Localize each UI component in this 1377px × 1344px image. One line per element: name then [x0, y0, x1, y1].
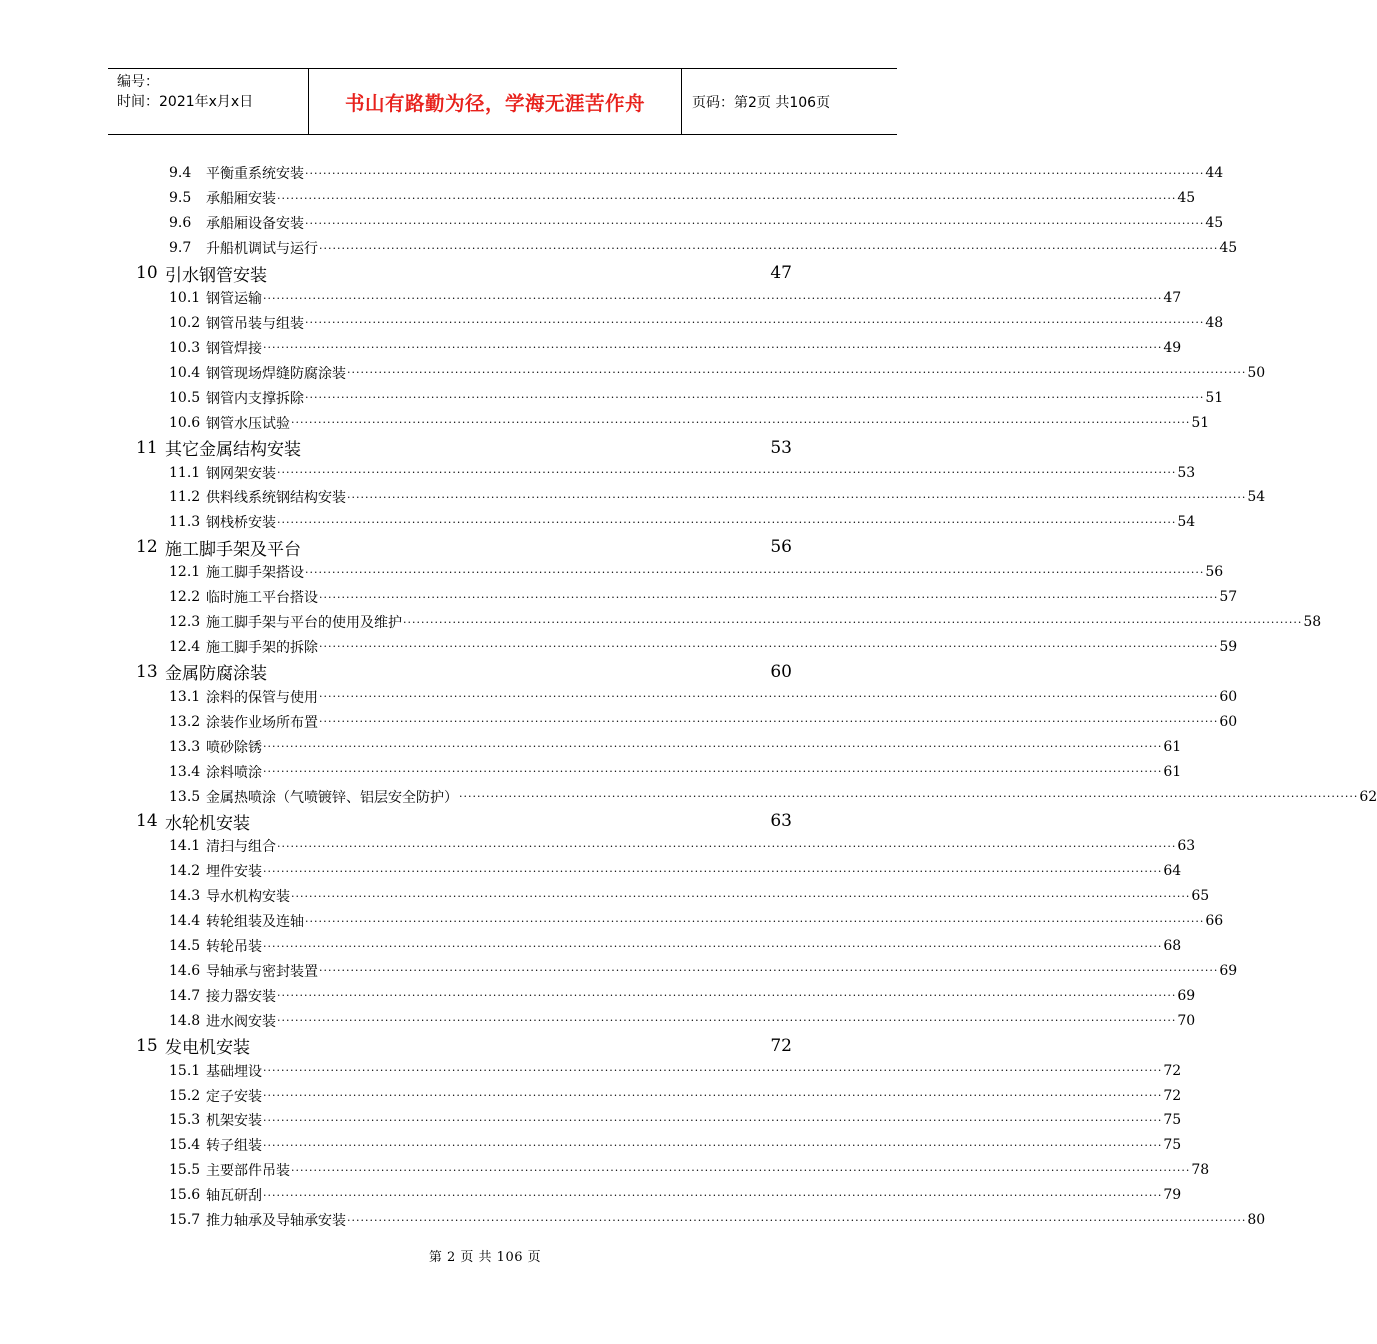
- toc-entry-title: 导轴承与密封装置: [206, 963, 318, 980]
- toc-dot-leader: ········································································································································································································: [459, 790, 1359, 803]
- toc-subsection-entry[interactable]: [0, 709, 1238, 734]
- toc-dot-leader: ········································································································································································································: [319, 690, 1219, 704]
- toc-entry-number: 10.3: [169, 339, 201, 356]
- toc-entry-page: 61: [1163, 763, 1182, 780]
- toc-dot-leader: ········································································································································································································: [347, 490, 1247, 504]
- toc-subsection-entry[interactable]: [0, 1108, 1182, 1133]
- toc-entry-number: 9.6: [169, 215, 192, 232]
- toc-entry-title: 供料线系统钢结构安装: [206, 490, 346, 507]
- toc-entry-number: 15.6: [169, 1187, 201, 1204]
- toc-entry-page: 70: [1177, 1012, 1196, 1029]
- toc-entry-number: 15: [136, 1035, 158, 1056]
- toc-entry-number: 15.7: [169, 1212, 201, 1229]
- toc-entry-page: 79: [1163, 1187, 1182, 1204]
- toc-entry-number: 12: [136, 537, 158, 558]
- toc-entry-title: 施工脚手架搭设: [206, 565, 304, 582]
- toc-entry-title: 发电机安装: [165, 1038, 250, 1059]
- toc-subsection-entry[interactable]: [0, 959, 1238, 984]
- toc-entry-page: 45: [1177, 190, 1196, 207]
- toc-dot-leader: ········································································································································································································: [263, 341, 1163, 355]
- toc-entry-number: 11.2: [169, 489, 201, 506]
- toc-entry-number: 12.4: [169, 638, 201, 655]
- toc-entry-title: 推力轴承及导轴承安装: [206, 1213, 346, 1230]
- toc-entry-page: 50: [1247, 364, 1266, 381]
- toc-entry-number: 11: [136, 437, 158, 458]
- toc-entry-number: 9.4: [169, 165, 192, 182]
- toc-entry-number: 14.2: [169, 863, 201, 880]
- toc-entry-page: 60: [1219, 713, 1238, 730]
- toc-subsection-entry[interactable]: [0, 635, 1238, 660]
- toc-dot-leader: ········································································································································································································: [305, 316, 1205, 330]
- toc-entry-page: 47: [770, 263, 792, 284]
- toc-subsection-entry[interactable]: [0, 211, 1224, 236]
- toc-entry-title: 定子安装: [206, 1088, 262, 1105]
- toc-entry-number: 10.2: [169, 314, 201, 331]
- toc-dot-leader: ········································································································································································································: [319, 640, 1219, 654]
- toc-subsection-entry[interactable]: [0, 585, 1238, 610]
- toc-entry-page: 57: [1219, 589, 1238, 606]
- toc-dot-leader: ········································································································································································································: [263, 1064, 1163, 1078]
- toc-dot-leader: ········································································································································································································: [263, 1188, 1163, 1202]
- document-number-label: 编号：: [117, 74, 159, 90]
- toc-subsection-entry[interactable]: [0, 1208, 1266, 1233]
- toc-dot-leader: ········································································································································································································: [319, 241, 1219, 255]
- toc-dot-leader: ········································································································································································································: [319, 715, 1219, 729]
- toc-dot-leader: ········································································································································································································: [291, 416, 1191, 430]
- toc-subsection-entry[interactable]: [0, 909, 1224, 934]
- toc-entry-number: 13.3: [169, 738, 201, 755]
- toc-entry-title: 主要部件吊装: [206, 1163, 290, 1180]
- toc-subsection-entry[interactable]: [0, 859, 1182, 884]
- toc-dot-leader: ········································································································································································································: [319, 590, 1219, 604]
- toc-entry-title: 轴瓦研刮: [206, 1188, 262, 1205]
- toc-entry-number: 13.5: [169, 788, 201, 805]
- table-of-contents: [0, 161, 1377, 1233]
- toc-entry-page: 64: [1163, 863, 1182, 880]
- toc-entry-page: 53: [1177, 464, 1196, 481]
- toc-entry-title: 其它金属结构安装: [165, 440, 301, 461]
- toc-entry-title: 钢管运输: [206, 291, 262, 308]
- toc-subsection-entry[interactable]: [0, 311, 1224, 336]
- toc-entry-title: 接力器安装: [206, 988, 276, 1005]
- toc-subsection-entry[interactable]: [0, 560, 1224, 585]
- toc-entry-number: 12.3: [169, 614, 201, 631]
- toc-section-entry[interactable]: [0, 659, 950, 684]
- toc-subsection-entry[interactable]: [0, 385, 1224, 410]
- toc-section-entry[interactable]: [0, 535, 950, 560]
- toc-entry-title: 涂装作业场所布置: [206, 714, 318, 731]
- toc-entry-page: 61: [1163, 738, 1182, 755]
- toc-entry-title: 钢管现场焊缝防腐涂装: [206, 365, 346, 382]
- toc-entry-page: 56: [770, 537, 792, 558]
- toc-entry-title: 转轮组装及连轴: [206, 914, 304, 931]
- toc-subsection-entry[interactable]: [0, 983, 1196, 1008]
- toc-entry-page: 63: [770, 811, 792, 832]
- toc-entry-page: 65: [1191, 888, 1210, 905]
- toc-subsection-entry[interactable]: [0, 1083, 1182, 1108]
- toc-entry-title: 机架安装: [206, 1113, 262, 1130]
- toc-entry-title: 涂料的保管与使用: [206, 689, 318, 706]
- toc-entry-title: 涂料喷涂: [206, 764, 262, 781]
- toc-entry-title: 钢网架安装: [206, 465, 276, 482]
- toc-entry-page: 51: [1191, 414, 1210, 431]
- toc-entry-page: 54: [1247, 489, 1266, 506]
- toc-entry-title: 钢管吊装与组装: [206, 315, 304, 332]
- toc-entry-page: 48: [1205, 314, 1224, 331]
- toc-entry-number: 14.5: [169, 938, 201, 955]
- toc-entry-page: 56: [1205, 564, 1224, 581]
- toc-dot-leader: ········································································································································································································: [277, 191, 1177, 205]
- toc-dot-leader: ········································································································································································································: [263, 864, 1163, 878]
- toc-entry-page: 45: [1219, 240, 1238, 257]
- toc-entry-number: 12.2: [169, 589, 201, 606]
- toc-subsection-entry[interactable]: [0, 485, 1266, 510]
- toc-subsection-entry[interactable]: [0, 1183, 1182, 1208]
- toc-entry-number: 11.3: [169, 514, 201, 531]
- toc-dot-leader: ········································································································································································································: [305, 914, 1205, 928]
- toc-dot-leader: ········································································································································································································: [291, 889, 1191, 903]
- toc-dot-leader: ········································································································································································································: [263, 939, 1163, 953]
- toc-entry-title: 导水机构安装: [206, 889, 290, 906]
- toc-subsection-entry[interactable]: [0, 734, 1182, 759]
- toc-subsection-entry[interactable]: [0, 286, 1182, 311]
- toc-dot-leader: ········································································································································································································: [403, 615, 1303, 629]
- toc-entry-page: 72: [770, 1035, 792, 1056]
- toc-subsection-entry[interactable]: [0, 759, 1182, 784]
- toc-subsection-entry[interactable]: [0, 236, 1238, 261]
- toc-subsection-entry[interactable]: [0, 410, 1210, 435]
- toc-entry-number: 15.4: [169, 1137, 201, 1154]
- toc-entry-title: 承船厢安装: [206, 191, 276, 208]
- toc-entry-number: 9.7: [169, 240, 192, 257]
- toc-entry-number: 14.6: [169, 962, 201, 979]
- toc-dot-leader: ········································································································································································································: [263, 1113, 1163, 1127]
- toc-entry-title: 施工脚手架与平台的使用及维护: [206, 615, 402, 632]
- toc-entry-title: 钢管焊接: [206, 340, 262, 357]
- toc-entry-title: 升船机调试与运行: [206, 241, 318, 258]
- toc-entry-number: 14.4: [169, 913, 201, 930]
- toc-entry-page: 72: [1163, 1062, 1182, 1079]
- toc-dot-leader: ········································································································································································································: [263, 740, 1163, 754]
- toc-entry-number: 13.2: [169, 713, 201, 730]
- toc-dot-leader: ········································································································································································································: [305, 216, 1205, 230]
- toc-entry-page: 68: [1163, 938, 1182, 955]
- toc-entry-page: 78: [1191, 1162, 1210, 1179]
- toc-entry-title: 基础埋设: [206, 1063, 262, 1080]
- toc-entry-page: 63: [1177, 838, 1196, 855]
- toc-entry-title: 金属防腐涂装: [165, 664, 267, 685]
- toc-entry-number: 11.1: [169, 464, 201, 481]
- toc-entry-page: 69: [1219, 962, 1238, 979]
- toc-entry-title: 进水阀安装: [206, 1013, 276, 1030]
- toc-entry-title: 钢栈桥安装: [206, 515, 276, 532]
- toc-entry-title: 平衡重系统安装: [206, 166, 304, 183]
- toc-dot-leader: ········································································································································································································: [277, 989, 1177, 1003]
- toc-subsection-entry[interactable]: [0, 335, 1182, 360]
- toc-subsection-entry[interactable]: [0, 1158, 1210, 1183]
- toc-entry-title: 埋件安装: [206, 864, 262, 881]
- toc-dot-leader: ········································································································································································································: [305, 565, 1205, 579]
- toc-entry-number: 15.1: [169, 1062, 201, 1079]
- toc-dot-leader: ········································································································································································································: [347, 1213, 1247, 1227]
- toc-section-entry[interactable]: [0, 809, 950, 834]
- toc-subsection-entry[interactable]: [0, 610, 1322, 635]
- toc-dot-leader: ········································································································································································································: [319, 964, 1219, 978]
- toc-entry-number: 15.2: [169, 1087, 201, 1104]
- toc-entry-page: 75: [1163, 1112, 1182, 1129]
- toc-entry-page: 53: [770, 437, 792, 458]
- toc-subsection-entry[interactable]: [0, 834, 1196, 859]
- toc-entry-title: 钢管水压试验: [206, 415, 290, 432]
- toc-entry-number: 14: [136, 811, 158, 832]
- toc-entry-number: 14.8: [169, 1012, 201, 1029]
- toc-entry-title: 喷砂除锈: [206, 739, 262, 756]
- toc-entry-page: 54: [1177, 514, 1196, 531]
- toc-entry-number: 10: [136, 263, 158, 284]
- toc-dot-leader: ········································································································································································································: [305, 166, 1205, 180]
- toc-entry-number: 10.1: [169, 290, 201, 307]
- toc-subsection-entry[interactable]: [0, 460, 1196, 485]
- toc-entry-page: 80: [1247, 1212, 1266, 1229]
- toc-dot-leader: ········································································································································································································: [291, 1163, 1191, 1177]
- toc-entry-page: 49: [1163, 339, 1182, 356]
- toc-entry-title: 转子组装: [206, 1138, 262, 1155]
- toc-section-entry[interactable]: [0, 435, 950, 460]
- toc-entry-number: 10.5: [169, 389, 201, 406]
- toc-entry-number: 13.4: [169, 763, 201, 780]
- toc-entry-title: 水轮机安装: [165, 813, 250, 834]
- toc-entry-number: 10.6: [169, 414, 201, 431]
- toc-entry-page: 51: [1205, 389, 1224, 406]
- toc-entry-page: 72: [1163, 1087, 1182, 1104]
- toc-entry-number: 14.3: [169, 888, 201, 905]
- toc-subsection-entry[interactable]: [0, 1133, 1182, 1158]
- toc-entry-title: 钢管内支撑拆除: [206, 390, 304, 407]
- header-motto: 书山有路勤为径，学海无涯苦作舟: [309, 69, 682, 134]
- toc-entry-page: 58: [1303, 614, 1322, 631]
- toc-entry-page: 66: [1205, 913, 1224, 930]
- toc-entry-page: 62: [1359, 788, 1377, 805]
- toc-entry-number: 14.1: [169, 838, 201, 855]
- toc-entry-number: 14.7: [169, 987, 201, 1004]
- toc-section-entry[interactable]: [0, 1033, 950, 1058]
- toc-subsection-entry[interactable]: [0, 186, 1196, 211]
- toc-entry-number: 13.1: [169, 688, 201, 705]
- toc-section-entry[interactable]: [0, 261, 950, 286]
- toc-entry-title: 金属热喷涂（气喷镀锌、铝层安全防护）: [206, 789, 458, 806]
- toc-subsection-entry[interactable]: [0, 884, 1210, 909]
- toc-entry-title: 清扫与组合: [206, 839, 276, 856]
- document-time-label: 时间：2021年x月x日: [117, 94, 254, 110]
- toc-entry-number: 9.5: [169, 190, 192, 207]
- toc-entry-page: 59: [1219, 638, 1238, 655]
- toc-subsection-entry[interactable]: [0, 1058, 1182, 1083]
- toc-dot-leader: ········································································································································································································: [277, 466, 1177, 480]
- toc-dot-leader: ········································································································································································································: [347, 366, 1247, 380]
- toc-entry-title: 临时施工平台搭设: [206, 590, 318, 607]
- page-footer: 第 2 页 共 106 页: [428, 1250, 542, 1265]
- toc-entry-title: 施工脚手架及平台: [165, 539, 301, 560]
- toc-entry-number: 12.1: [169, 564, 201, 581]
- toc-entry-page: 75: [1163, 1137, 1182, 1154]
- toc-dot-leader: ········································································································································································································: [263, 1089, 1163, 1103]
- header-meta-cell: [108, 69, 309, 134]
- toc-subsection-entry[interactable]: [0, 784, 1377, 809]
- toc-entry-title: 承船厢设备安装: [206, 216, 304, 233]
- toc-dot-leader: ········································································································································································································: [263, 1138, 1163, 1152]
- header-page-info: 页码：第2页 共106页: [692, 94, 831, 111]
- toc-subsection-entry[interactable]: [0, 1008, 1196, 1033]
- toc-subsection-entry[interactable]: [0, 934, 1182, 959]
- toc-entry-number: 15.5: [169, 1162, 201, 1179]
- toc-entry-title: 转轮吊装: [206, 939, 262, 956]
- toc-subsection-entry[interactable]: [0, 684, 1238, 709]
- toc-subsection-entry[interactable]: [0, 510, 1196, 535]
- toc-dot-leader: ········································································································································································································: [277, 515, 1177, 529]
- toc-entry-page: 60: [1219, 688, 1238, 705]
- toc-dot-leader: ········································································································································································································: [263, 765, 1163, 779]
- toc-entry-page: 45: [1205, 215, 1224, 232]
- toc-dot-leader: ········································································································································································································: [305, 391, 1205, 405]
- toc-entry-page: 69: [1177, 987, 1196, 1004]
- toc-dot-leader: ········································································································································································································: [277, 1014, 1177, 1028]
- toc-entry-page: 47: [1163, 290, 1182, 307]
- toc-entry-page: 44: [1205, 165, 1224, 182]
- toc-entry-number: 10.4: [169, 364, 201, 381]
- toc-entry-number: 13: [136, 661, 158, 682]
- toc-subsection-entry[interactable]: [0, 360, 1266, 385]
- toc-entry-page: 60: [770, 661, 792, 682]
- toc-subsection-entry[interactable]: [0, 161, 1224, 186]
- toc-entry-title: 施工脚手架的拆除: [206, 639, 318, 656]
- toc-dot-leader: ········································································································································································································: [263, 291, 1163, 305]
- toc-entry-title: 引水钢管安装: [165, 265, 267, 286]
- toc-entry-number: 15.3: [169, 1112, 201, 1129]
- toc-dot-leader: ········································································································································································································: [277, 839, 1177, 853]
- document-header: [108, 68, 897, 135]
